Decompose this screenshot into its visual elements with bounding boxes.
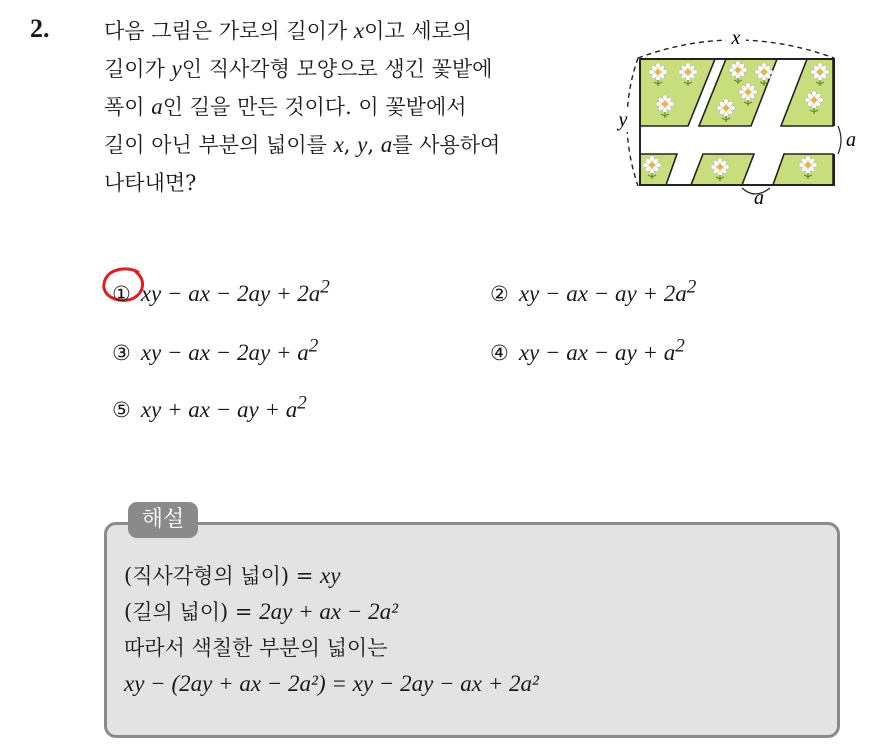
question-line: [104, 126, 604, 164]
math-symbol: x: [353, 18, 365, 43]
text-run: 를 사용하여: [392, 133, 501, 157]
math-symbol: xy: [320, 563, 341, 588]
text-run: ,: [367, 133, 381, 157]
text-run: 이고 세로의: [364, 19, 473, 43]
text-run: 길이 아닌 부분의 넓이를: [104, 133, 334, 157]
text-run: 다음 그림은 가로의 길이가: [104, 19, 354, 43]
x-label: x: [731, 28, 741, 49]
choice-number: ⑤: [112, 397, 131, 422]
garden-figure: [608, 28, 858, 208]
text-run: 따라서 색칠한 부분의 넓이는: [124, 636, 388, 660]
solution-text: [124, 558, 539, 702]
solution-line: [124, 558, 539, 594]
text-run: (직사각형의 넓이) =: [124, 564, 321, 588]
math-symbol: y: [171, 56, 182, 81]
text-run: 나타내면?: [104, 171, 197, 195]
choice-number: ③: [112, 340, 131, 365]
solution-line: [124, 594, 539, 630]
math-symbol: x: [333, 132, 344, 157]
a-label-right: a: [846, 129, 856, 151]
choice-4[interactable]: [490, 329, 685, 363]
choice-expression: xy − ax − ay + $2a^2$: [518, 276, 697, 306]
choice-expression: xy − ax − $2ay + a^2$: [140, 335, 319, 365]
question-line: [104, 88, 604, 126]
a-label-bottom: a: [754, 187, 764, 208]
text-run: ,: [343, 133, 358, 157]
question-line: [104, 12, 604, 50]
choice-3[interactable]: [112, 329, 318, 363]
math-symbol: a: [151, 94, 163, 119]
text-run: (길의 넓이) =: [124, 600, 260, 624]
choice-expression: xy + ax − ay + $a^2$: [140, 392, 307, 422]
text-run: 인 길을 만든 것이다. 이 꽃밭에서: [162, 95, 467, 119]
question-line: [104, 50, 604, 88]
choice-5[interactable]: [112, 386, 307, 420]
question-line: [104, 164, 604, 202]
math-symbol: 2ay + ax − 2a²: [259, 599, 399, 624]
question-text: [104, 12, 604, 202]
choice-number: ④: [490, 340, 509, 365]
math-symbol: xy − (2ay + ax − 2a²) = xy − 2ay − ax + 2a²: [124, 671, 539, 696]
math-symbol: y: [357, 132, 368, 157]
solution-tab: 해설: [128, 502, 198, 538]
y-label: y: [618, 109, 628, 131]
choice-expression: xy − ax − $2ay + 2a^2$: [140, 276, 330, 306]
solution-line: [124, 666, 539, 702]
choice-2[interactable]: [490, 270, 696, 304]
choice-number: ①: [112, 281, 131, 306]
math-symbol: a: [380, 132, 393, 157]
text-run: 길이가: [104, 57, 172, 81]
choice-1[interactable]: [112, 270, 330, 304]
question-number: 2.: [30, 14, 50, 43]
text-run: 인 직사각형 모양으로 생긴 꽃밭에: [181, 57, 493, 81]
solution-line: [124, 630, 539, 666]
choice-expression: xy − ax − ay + $a^2$: [518, 335, 685, 365]
choice-number: ②: [490, 281, 509, 306]
text-run: 폭이: [104, 95, 152, 119]
